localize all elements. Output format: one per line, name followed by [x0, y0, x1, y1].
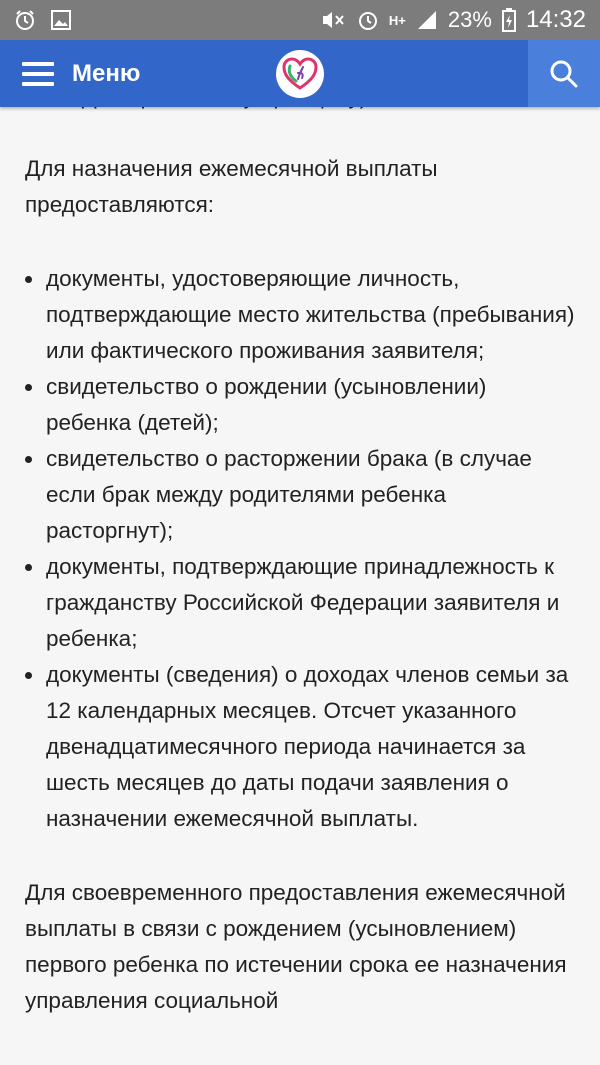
mute-icon	[317, 9, 347, 31]
signal-icon	[416, 9, 438, 31]
search-icon	[549, 59, 579, 89]
intro-paragraph: Для назначения ежемесячной выплаты предоставляются:	[25, 156, 438, 217]
battery-percent: 23%	[447, 7, 492, 32]
hamburger-icon	[22, 62, 54, 86]
list-item	[46, 441, 575, 549]
menu-button[interactable]	[22, 40, 140, 107]
status-bar-right	[317, 6, 586, 34]
gallery-icon	[50, 9, 72, 31]
list-item-text: документы, подтверждающие принадлежность к гражданству Российской Федерации заявителя и ребенка;	[46, 554, 560, 651]
heart-logo-icon	[282, 57, 318, 91]
list-item	[46, 657, 575, 837]
list-item	[46, 549, 575, 657]
search-button[interactable]	[528, 40, 600, 107]
list-item-text: документы (сведения) о доходах членов семьи за 12 календарных месяцев. Отсчет указанного двенадцатимесячного периода начинается за шесть месяцев до даты подачи заявления о назначении ежемесячной выплаты.	[46, 662, 569, 831]
menu-label: Меню	[72, 59, 141, 87]
status-bar-left	[14, 9, 72, 31]
network-type: H+	[388, 12, 406, 28]
site-logo[interactable]	[276, 50, 324, 98]
bullet-icon	[25, 564, 32, 571]
outro-paragraph: Для своевременного предоставления ежемесячной выплаты в связи с рождением (усыновлением) первого ребенка по истечении срока ее назначения управления социальной	[25, 880, 567, 1013]
article-body	[25, 79, 575, 1019]
alarm-icon-right	[357, 9, 379, 31]
bullet-icon	[25, 276, 32, 283]
list-item-text: свидетельство о расторжении брака (в случае если брак между родителями ребенка расторгнут);	[46, 446, 532, 543]
status-bar	[0, 0, 600, 40]
list-item-text: свидетельство о рождении (усыновлении) ребенка (детей);	[46, 374, 487, 435]
alarm-icon	[14, 9, 36, 31]
bullet-icon	[25, 384, 32, 391]
clock: 14:32	[525, 6, 586, 33]
bullet-icon	[25, 456, 32, 463]
bullet-icon	[25, 672, 32, 679]
app-header	[0, 40, 600, 107]
article-content[interactable]	[0, 107, 600, 1065]
documents-list	[25, 261, 575, 837]
list-item	[46, 369, 575, 441]
list-item	[46, 261, 575, 369]
battery-icon	[502, 8, 516, 32]
list-item-text: документы, удостоверяющие личность, подтверждающие место жительства (пребывания) или фактического проживания заявителя;	[46, 266, 575, 363]
